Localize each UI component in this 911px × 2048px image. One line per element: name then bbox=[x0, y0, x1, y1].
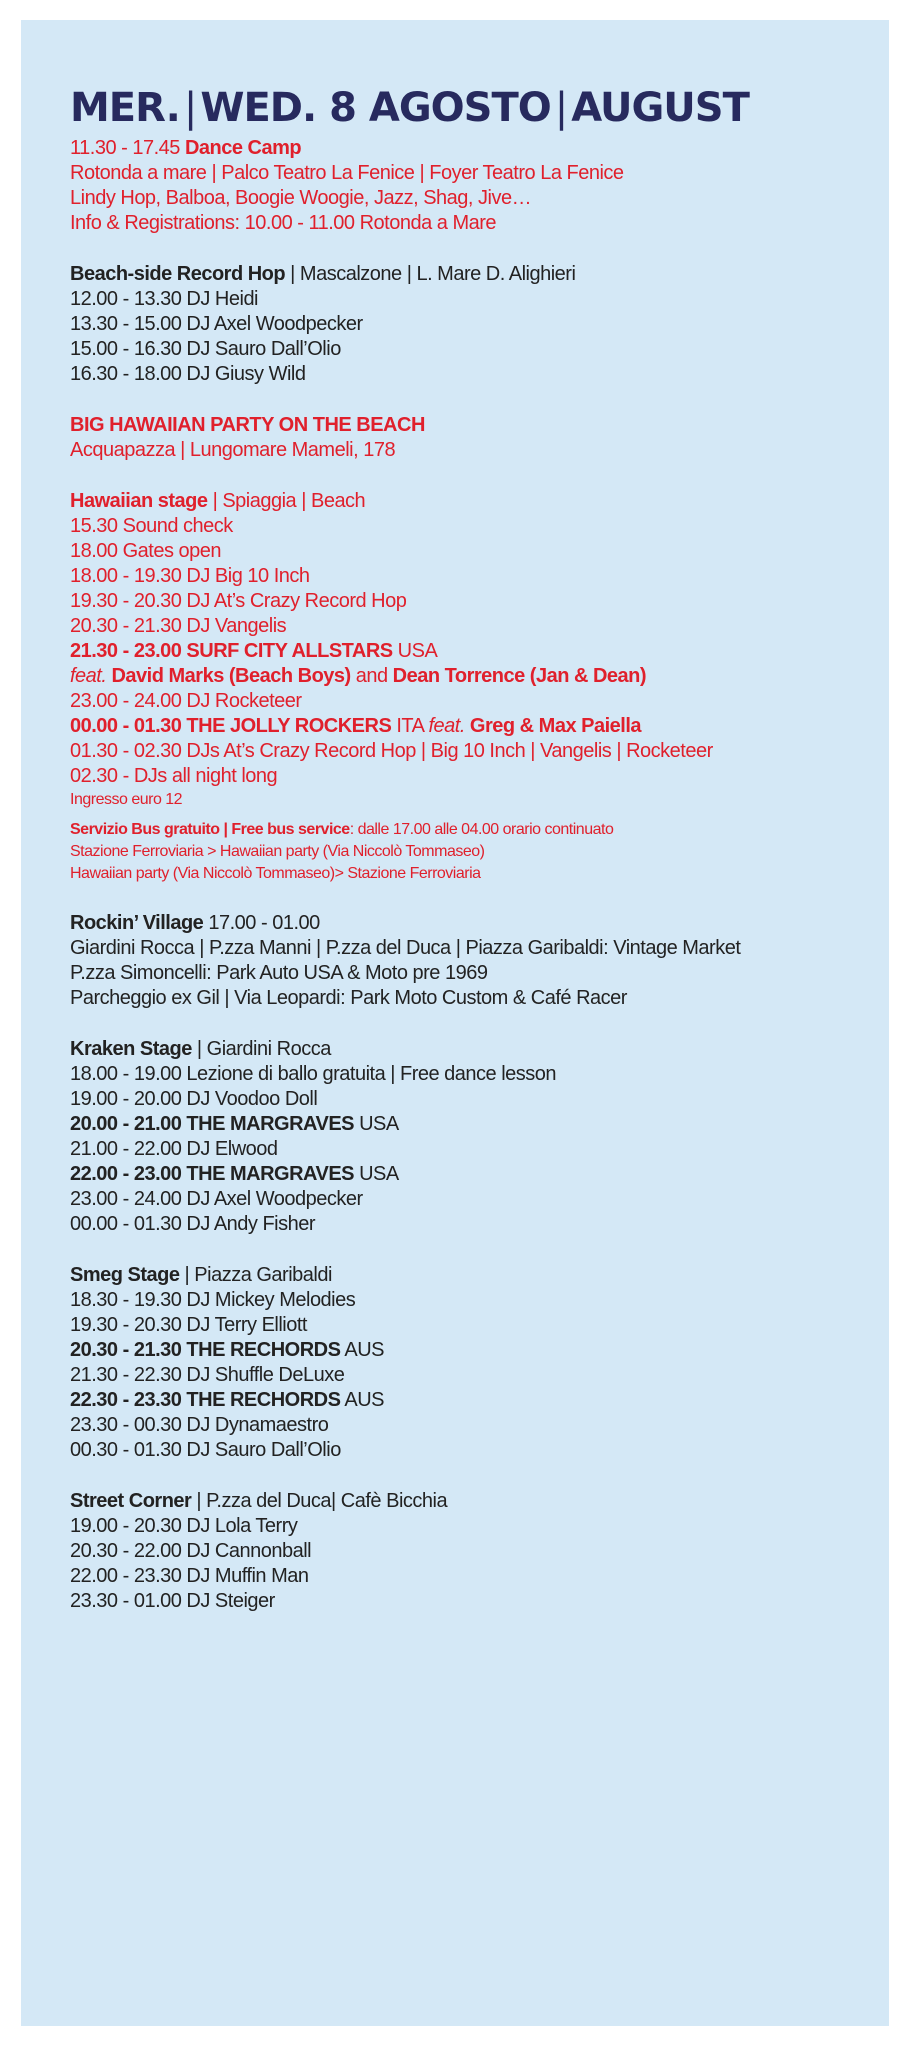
ticket-price: Ingresso euro 12 bbox=[70, 791, 183, 808]
beach-hop-heading: Beach-side Record Hop | Mascalzone | L. Mare D. Alighieri bbox=[70, 263, 576, 285]
list-item: 15.30 Sound check bbox=[70, 515, 233, 537]
list-item: 19.30 - 20.30 DJ Terry Elliott bbox=[70, 1314, 307, 1336]
list-item: 21.00 - 22.00 DJ Elwood bbox=[70, 1138, 278, 1160]
list-item: 19.00 - 20.30 DJ Lola Terry bbox=[70, 1515, 298, 1537]
list-item: 20.30 - 22.00 DJ Cannonball bbox=[70, 1540, 312, 1562]
list-item: 22.30 - 23.30 THE RECHORDS AUS bbox=[70, 1389, 385, 1411]
title-day-it: MER. bbox=[70, 85, 180, 131]
kraken-stage-heading: Kraken Stage | Giardini Rocca bbox=[70, 1038, 331, 1060]
list-item: 23.30 - 00.30 DJ Dynamaestro bbox=[70, 1414, 329, 1436]
dance-camp-venues: Rotonda a mare | Palco Teatro La Fenice | Foyer Teatro La Fenice bbox=[70, 162, 624, 184]
list-item: 16.30 - 18.00 DJ Giusy Wild bbox=[70, 363, 306, 385]
list-item: 01.30 - 02.30 DJs At’s Crazy Record Hop | Big 10 Inch | Vangelis | Rocketeer bbox=[70, 740, 713, 762]
list-item: 19.00 - 20.00 DJ Voodoo Doll bbox=[70, 1088, 318, 1110]
bus-service-line: Servizio Bus gratuito | Free bus service: dalle 17.00 alle 04.00 orario continuato bbox=[70, 821, 614, 838]
dance-camp-styles: Lindy Hop, Balboa, Boogie Woogie, Jazz, Shag, Jive… bbox=[70, 187, 532, 209]
bus-route: Hawaiian party (Via Niccolò Tommaseo)> Stazione Ferroviaria bbox=[70, 865, 481, 882]
list-item: 23.00 - 24.00 DJ Rocketeer bbox=[70, 690, 302, 712]
list-item: 18.00 - 19.00 Lezione di ballo gratuita | Free dance lesson bbox=[70, 1063, 557, 1085]
surf-city-feat-line: feat. David Marks (Beach Boys) and Dean Torrence (Jan & Dean) bbox=[70, 665, 647, 687]
list-item: Giardini Rocca | P.zza Manni | P.zza del Duca | Piazza Garibaldi: Vintage Market bbox=[70, 937, 741, 959]
street-corner-section bbox=[70, 1489, 880, 1614]
list-item: 02.30 - DJs all night long bbox=[70, 765, 278, 787]
hawaiian-party-title: BIG HAWAIIAN PARTY ON THE BEACH bbox=[70, 414, 425, 436]
page-title bbox=[70, 84, 880, 132]
list-item: 19.30 - 20.30 DJ At’s Crazy Record Hop bbox=[70, 590, 407, 612]
program-content bbox=[70, 84, 880, 1640]
smeg-stage-heading: Smeg Stage | Piazza Garibaldi bbox=[70, 1264, 332, 1286]
kraken-stage-section bbox=[70, 1037, 880, 1237]
list-item: 15.00 - 16.30 DJ Sauro Dall’Olio bbox=[70, 338, 341, 360]
street-corner-heading: Street Corner | P.zza del Duca| Cafè Bicchia bbox=[70, 1490, 448, 1512]
list-item: 23.00 - 24.00 DJ Axel Woodpecker bbox=[70, 1188, 363, 1210]
rockin-village-heading: Rockin’ Village 17.00 - 01.00 bbox=[70, 912, 320, 934]
list-item: 20.00 - 21.00 THE MARGRAVES USA bbox=[70, 1113, 399, 1135]
hawaiian-party-section bbox=[70, 413, 880, 463]
title-month-en: AUGUST bbox=[571, 85, 749, 131]
dance-camp-info: Info & Registrations: 10.00 - 11.00 Rotonda a Mare bbox=[70, 212, 497, 234]
surf-city-line: 21.30 - 23.00 SURF CITY ALLSTARS USA bbox=[70, 640, 438, 662]
title-separator: | bbox=[183, 85, 197, 131]
dance-camp-section bbox=[70, 136, 880, 236]
list-item: 20.30 - 21.30 THE RECHORDS AUS bbox=[70, 1339, 385, 1361]
smeg-stage-section bbox=[70, 1263, 880, 1463]
beach-hop-section bbox=[70, 262, 880, 387]
list-item: 23.30 - 01.00 DJ Steiger bbox=[70, 1590, 275, 1612]
hawaiian-stage-section bbox=[70, 489, 880, 885]
list-item: 12.00 - 13.30 DJ Heidi bbox=[70, 288, 259, 310]
dance-camp-heading: 11.30 - 17.45 Dance Camp bbox=[70, 137, 302, 159]
list-item: 00.00 - 01.30 DJ Andy Fisher bbox=[70, 1213, 316, 1235]
jolly-rockers-line: 00.00 - 01.30 THE JOLLY ROCKERS ITA feat. Greg & Max Paiella bbox=[70, 715, 642, 737]
list-item: 22.00 - 23.30 DJ Muffin Man bbox=[70, 1565, 309, 1587]
list-item: 18.00 Gates open bbox=[70, 540, 222, 562]
bus-route: Stazione Ferroviaria > Hawaiian party (Via Niccolò Tommaseo) bbox=[70, 843, 485, 860]
list-item: 22.00 - 23.00 THE MARGRAVES USA bbox=[70, 1163, 399, 1185]
list-item: 18.30 - 19.30 DJ Mickey Melodies bbox=[70, 1289, 356, 1311]
rockin-village-section bbox=[70, 911, 880, 1011]
hawaiian-party-location: Acquapazza | Lungomare Mameli, 178 bbox=[70, 439, 396, 461]
hawaiian-stage-heading: Hawaiian stage | Spiaggia | Beach bbox=[70, 490, 366, 512]
title-date: WED. 8 AGOSTO bbox=[200, 85, 551, 131]
list-item: 18.00 - 19.30 DJ Big 10 Inch bbox=[70, 565, 310, 587]
title-separator: | bbox=[554, 85, 568, 131]
list-item: 13.30 - 15.00 DJ Axel Woodpecker bbox=[70, 313, 363, 335]
list-item: 00.30 - 01.30 DJ Sauro Dall’Olio bbox=[70, 1439, 341, 1461]
list-item: P.zza Simoncelli: Park Auto USA & Moto pre 1969 bbox=[70, 962, 488, 984]
list-item: 20.30 - 21.30 DJ Vangelis bbox=[70, 615, 287, 637]
list-item: Parcheggio ex Gil | Via Leopardi: Park Moto Custom & Café Racer bbox=[70, 987, 627, 1009]
list-item: 21.30 - 22.30 DJ Shuffle DeLuxe bbox=[70, 1364, 345, 1386]
